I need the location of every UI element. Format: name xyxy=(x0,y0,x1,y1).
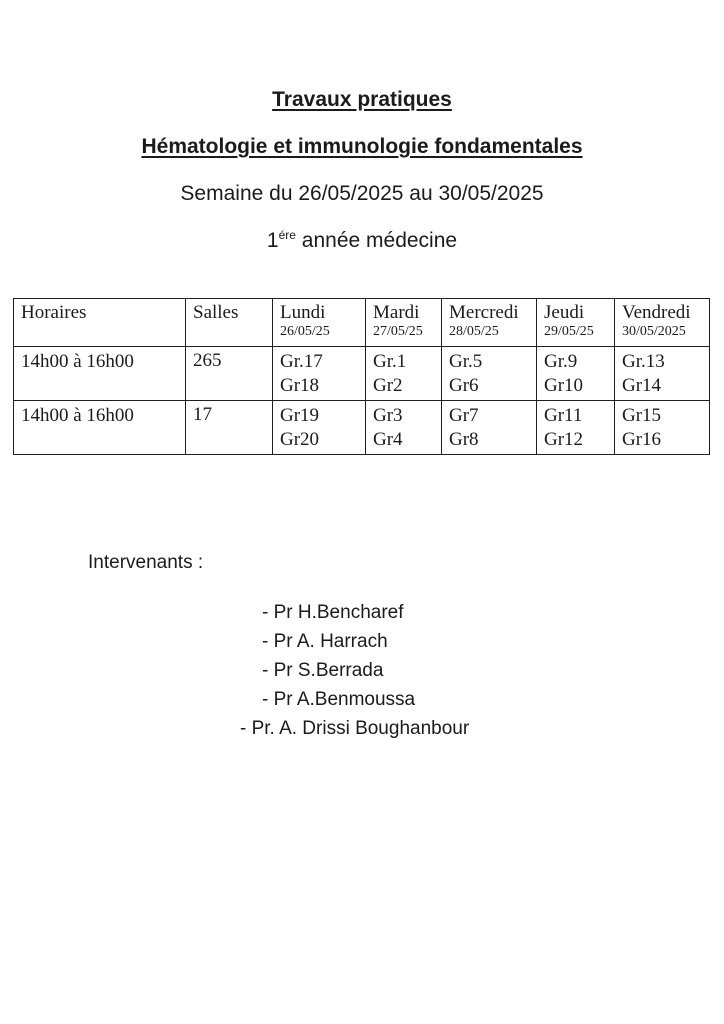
header-row xyxy=(14,299,710,347)
group-cell-jeudi: Gr11 Gr12 xyxy=(537,401,615,455)
group-cell-lundi: Gr19 Gr20 xyxy=(273,401,366,455)
date-vendredi: 30/05/2025 xyxy=(622,324,686,339)
col-header-horaires: Horaires xyxy=(14,299,186,347)
list-item: - Pr H.Bencharef xyxy=(262,602,404,623)
year-number: 1 xyxy=(266,229,279,252)
list-item: - Pr. A. Drissi Boughanbour xyxy=(240,718,470,739)
list-item: - Pr A.Benmoussa xyxy=(262,689,416,710)
title-block xyxy=(0,0,724,253)
date-mercredi: 28/05/25 xyxy=(449,324,499,339)
col-header-mardi: Mardi 27/05/25 xyxy=(366,299,442,347)
table-row xyxy=(14,401,710,455)
salle-cell: 265 xyxy=(186,347,273,401)
intervenants-list xyxy=(240,598,724,743)
table-row xyxy=(14,347,710,401)
schedule-table xyxy=(13,298,710,455)
group-cell-mardi: Gr.1 Gr2 xyxy=(366,347,442,401)
horaires-cell: 14h00 à 16h00 xyxy=(14,401,186,455)
col-header-vendredi: Vendredi 30/05/2025 xyxy=(615,299,710,347)
intervenants-label: Intervenants : xyxy=(88,552,204,573)
group-cell-jeudi: Gr.9 Gr10 xyxy=(537,347,615,401)
col-header-lundi: Lundi 26/05/25 xyxy=(273,299,366,347)
page-title: Travaux pratiques xyxy=(272,88,452,111)
year-subtitle xyxy=(0,229,724,253)
ordinal-suffix: ére xyxy=(278,228,296,242)
group-cell-vendredi: Gr15 Gr16 xyxy=(615,401,710,455)
date-lundi: 26/05/25 xyxy=(280,324,330,339)
group-cell-mercredi: Gr7 Gr8 xyxy=(442,401,537,455)
col-header-mercredi: Mercredi 28/05/25 xyxy=(442,299,537,347)
group-cell-vendredi: Gr.13 Gr14 xyxy=(615,347,710,401)
col-header-salles: Salles xyxy=(186,299,273,347)
date-jeudi: 29/05/25 xyxy=(544,324,594,339)
group-cell-mardi: Gr3 Gr4 xyxy=(366,401,442,455)
group-cell-lundi: Gr.17 Gr18 xyxy=(273,347,366,401)
group-cell-mercredi: Gr.5 Gr6 xyxy=(442,347,537,401)
list-item: - Pr S.Berrada xyxy=(262,660,384,681)
subject-title: Hématologie et immunologie fondamentales xyxy=(141,135,583,158)
horaires-cell: 14h00 à 16h00 xyxy=(14,347,186,401)
salle-cell: 17 xyxy=(186,401,273,455)
year-text: année médecine xyxy=(295,229,458,252)
list-item: - Pr A. Harrach xyxy=(262,631,388,652)
week-subtitle: Semaine du 26/05/2025 au 30/05/2025 xyxy=(180,182,544,205)
col-header-jeudi: Jeudi 29/05/25 xyxy=(537,299,615,347)
date-mardi: 27/05/25 xyxy=(373,324,423,339)
